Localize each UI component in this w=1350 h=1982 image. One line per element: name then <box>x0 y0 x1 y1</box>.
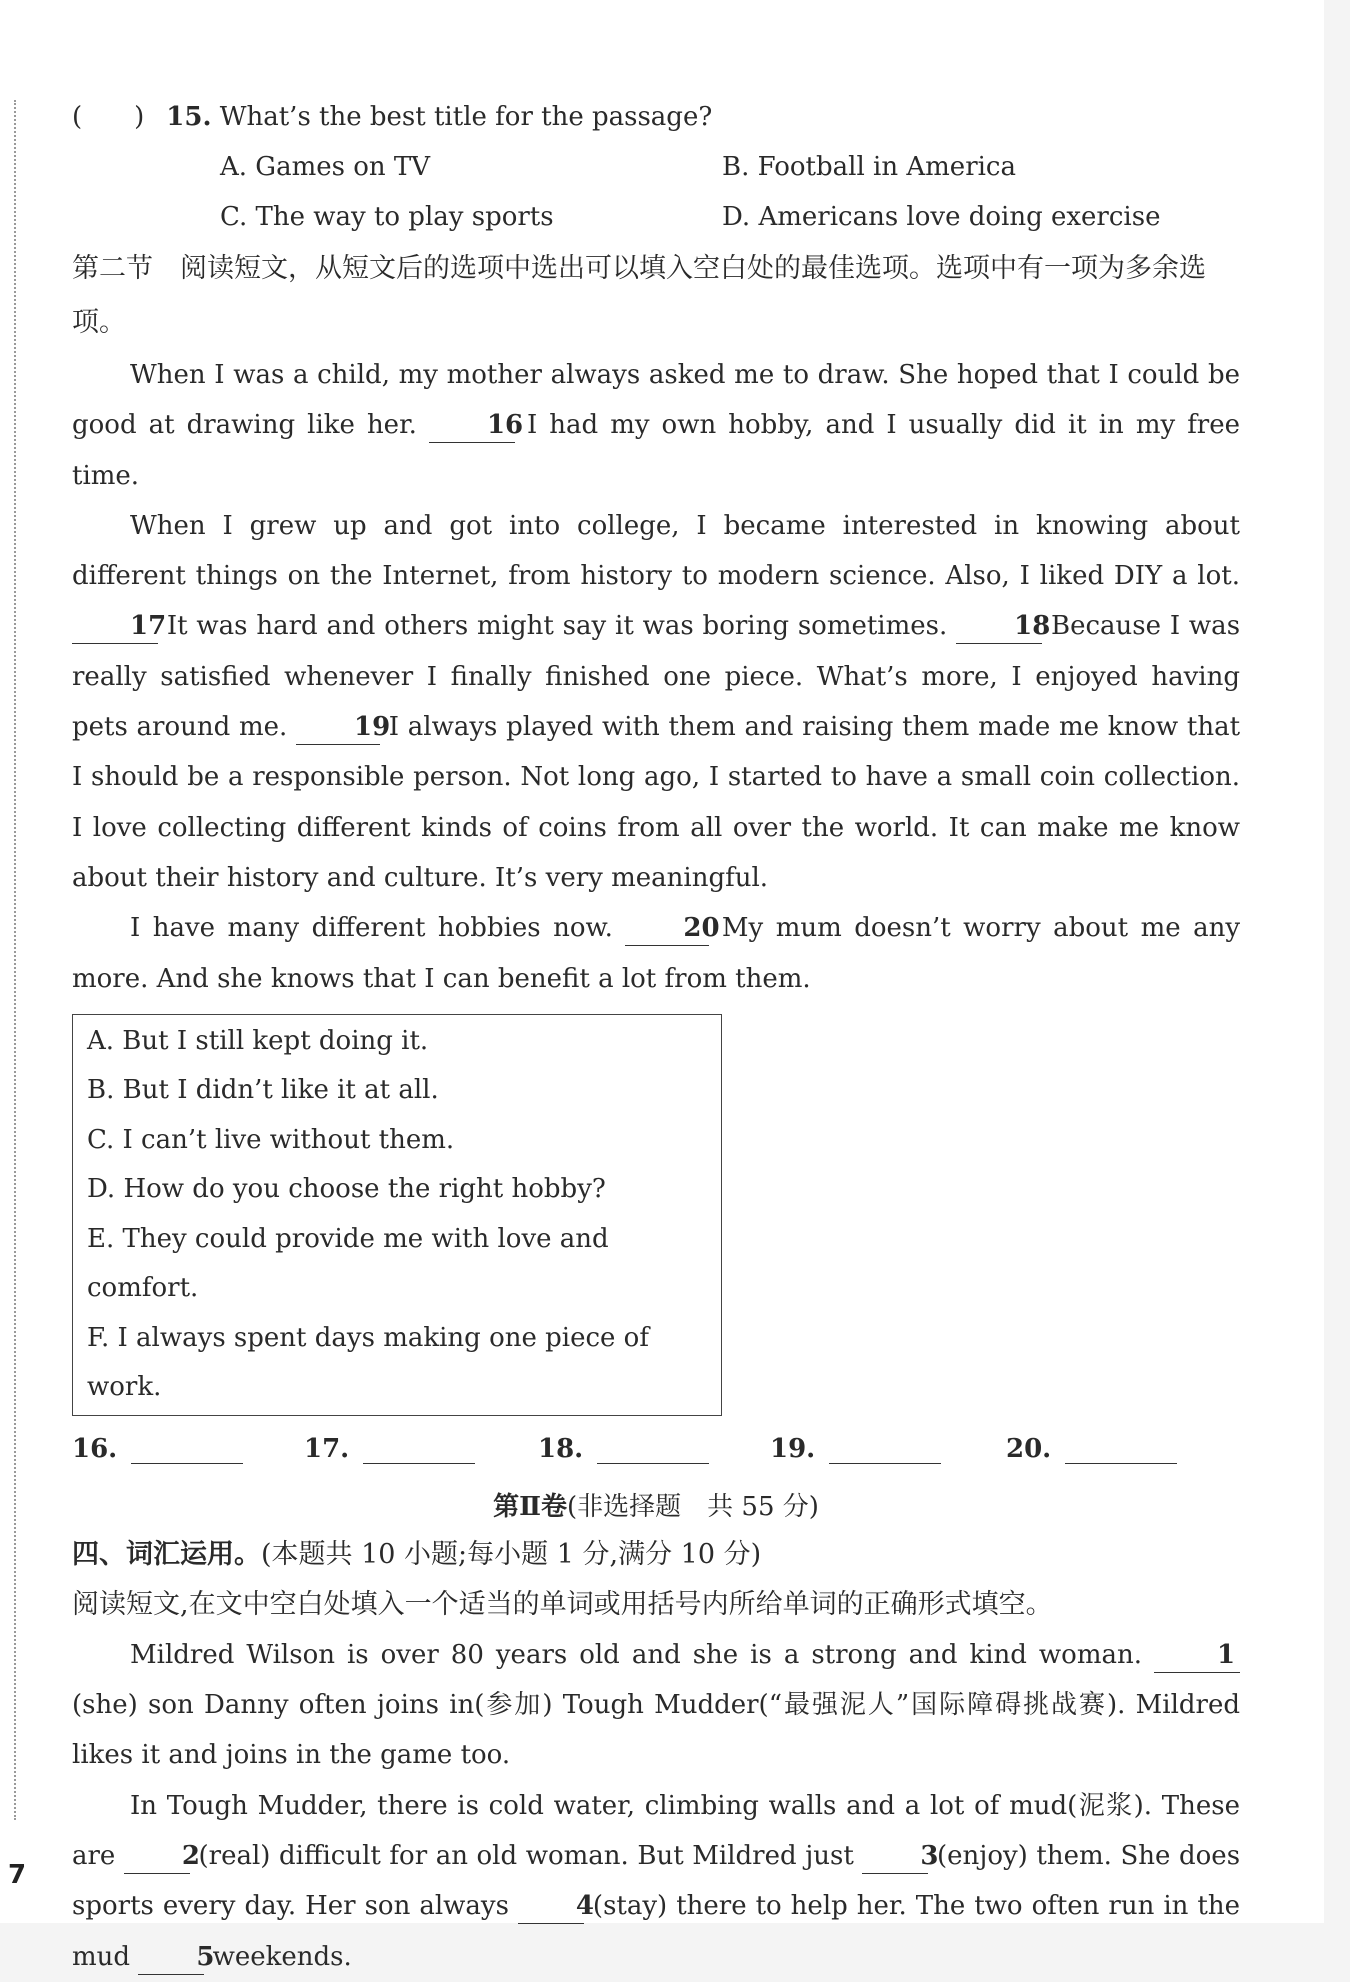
option-c: C. I can’t live without them. <box>87 1124 455 1155</box>
worksheet-content <box>72 92 1240 1982</box>
option-b: B. But I didn’t like it at all. <box>87 1075 439 1106</box>
passage-paragraph-2: When I grew up and got into college, I became interested in knowing about different things on the Internet, from history to modern science. Also, I liked DIY a lot. 17 It was hard and others might say it was boring sometimes. 18 Because I was really satisfied whenever I finally finished one piece. What’s more, I enjoyed having pets around me. 19 I always played with them and raising them made me know that I should be a responsible person. Not long ago, I started to have a small coin collection. I love collecting different kinds of coins from all over the world. It can make me know about their history and culture. It’s very meaningful. <box>72 510 1241 893</box>
volume-2-title: 第Ⅱ卷(非选择题 共 55 分) <box>493 1491 819 1522</box>
answer-paren[interactable]: ( ) <box>72 102 145 132</box>
answer-line[interactable] <box>829 1437 941 1464</box>
options-row-ab <box>72 142 1240 192</box>
answer-line[interactable] <box>131 1437 243 1464</box>
section-2-title: 第二节 阅读短文，从短文后的选项中选出可以填入空白处的最佳选项。选项中有一项为多余选项。 <box>72 253 1206 338</box>
answer-line[interactable] <box>1065 1437 1177 1464</box>
blank-19[interactable]: 19 <box>296 710 380 745</box>
answer-16[interactable]: 16. <box>72 1434 243 1464</box>
blank-18[interactable]: 18 <box>956 609 1042 644</box>
blank-16[interactable]: 16 <box>429 408 515 443</box>
blank-20[interactable]: 20 <box>625 911 709 946</box>
blank-17[interactable]: 17 <box>72 609 158 644</box>
vocab-paragraph-1: Mildred Wilson is over 80 years old and she is a strong and kind woman. 1 (she) son Danny often joins in(参加) Tough Mudder(“最强泥人”国际障碍挑战赛). Mildred likes it and joins in the game too. <box>72 1639 1240 1771</box>
blank-2[interactable]: 2 <box>124 1839 190 1874</box>
page-number: 7 <box>8 1860 27 1890</box>
blank-1[interactable]: 1 <box>1154 1638 1240 1673</box>
question-15 <box>72 92 1240 142</box>
section-4-instruction: 阅读短文,在文中空白处填入一个适当的单词或用括号内所给单词的正确形式填空。 <box>72 1588 1053 1620</box>
passage-paragraph-3: I have many different hobbies now. 20 My mum doesn’t worry about me any more. And she knows that I can benefit a lot from them. <box>72 913 1241 994</box>
blank-4[interactable]: 4 <box>518 1889 584 1924</box>
blank-3[interactable]: 3 <box>862 1839 928 1874</box>
option-f: F. I always spent days making one piece of work. <box>87 1322 649 1403</box>
answer-line[interactable] <box>363 1437 475 1464</box>
binding-margin-dots <box>14 100 16 1820</box>
question-number: 15. <box>166 102 212 132</box>
option-a: A. Games on TV <box>220 152 431 182</box>
answer-19[interactable]: 19. <box>770 1434 941 1464</box>
option-a: A. But I still kept doing it. <box>87 1025 429 1056</box>
answer-20[interactable]: 20. <box>1006 1434 1177 1464</box>
answer-17[interactable]: 17. <box>304 1434 475 1464</box>
answer-blanks-row <box>72 1428 1240 1484</box>
answer-18[interactable]: 18. <box>538 1434 709 1464</box>
options-box <box>72 1014 722 1416</box>
option-e: E. They could provide me with love and comfort. <box>87 1223 609 1304</box>
answer-line[interactable] <box>597 1437 709 1464</box>
options-row-cd <box>72 192 1240 242</box>
passage-paragraph-1: When I was a child, my mother always asked me to draw. She hoped that I could be good at drawing like her. 16 I had my own hobby, and I usually did it in my free time. <box>72 360 1241 491</box>
option-b: B. Football in America <box>722 152 1016 182</box>
question-text: What’s the best title for the passage? <box>219 102 713 132</box>
option-d: D. How do you choose the right hobby? <box>87 1174 606 1205</box>
section-4-heading: 四、词汇运用。(本题共 10 小题;每小题 1 分,满分 10 分) <box>72 1538 762 1570</box>
option-c: C. The way to play sports <box>220 202 554 232</box>
blank-5[interactable]: 5 <box>138 1940 204 1975</box>
option-d: D. Americans love doing exercise <box>722 202 1161 232</box>
vocab-paragraph-2: In Tough Mudder, there is cold water, climbing walls and a lot of mud(泥浆). These are 2 (real) difficult for an old woman. But Mildred just 3 (enjoy) them. She does sports every day. Her son always 4 (stay) there to help her. The two often run in the mud 5 weekends. <box>72 1781 1240 1982</box>
